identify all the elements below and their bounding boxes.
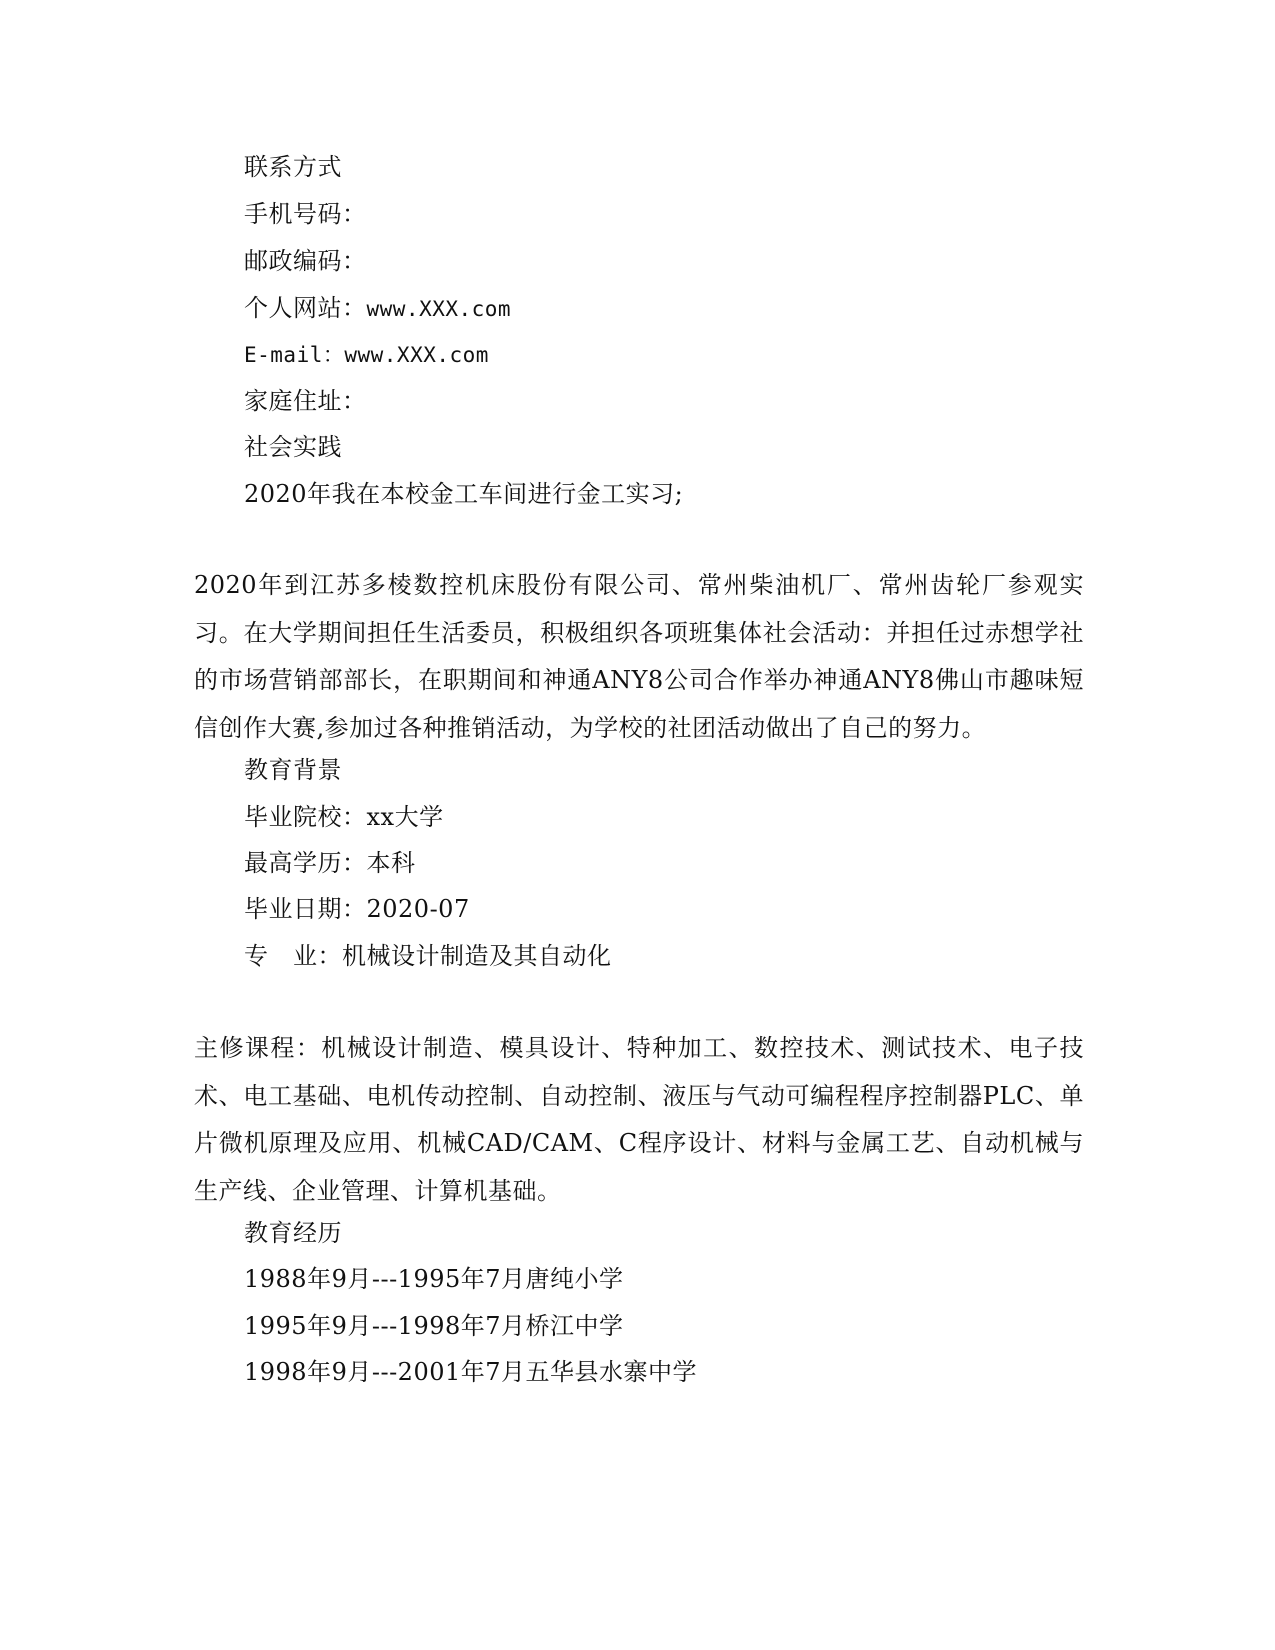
address-label: 家庭住址： xyxy=(244,387,367,415)
history-item: 1995年9月---1998年7月桥江中学 xyxy=(244,1312,624,1340)
history-item: 1988年9月---1995年7月唐纯小学 xyxy=(244,1265,624,1293)
school-field: 毕业院校：xx大学 xyxy=(244,803,444,831)
grad-date-field: 毕业日期：2020-07 xyxy=(244,895,470,923)
history-heading: 教育经历 xyxy=(244,1219,342,1247)
website-label: 个人网站： xyxy=(244,294,367,322)
major-field: 专 业：机械设计制造及其自动化 xyxy=(244,942,612,970)
email-field xyxy=(244,339,489,370)
phone-label: 手机号码： xyxy=(244,200,367,228)
practice-heading: 社会实践 xyxy=(244,433,342,461)
email-label: E-mail： xyxy=(244,343,345,367)
phone-field xyxy=(244,199,367,229)
postcode-label: 邮政编码： xyxy=(244,247,367,275)
email-value: www.XXX.com xyxy=(344,343,489,367)
practice-line: 2020年我在本校金工车间进行金工实习; xyxy=(244,480,684,508)
address-field xyxy=(244,386,367,416)
history-item: 1998年9月---2001年7月五华县水寨中学 xyxy=(244,1358,698,1386)
postcode-field xyxy=(244,246,367,276)
practice-paragraph: 2020年到江苏多棱数控机床股份有限公司、常州柴油机厂、常州齿轮厂参观实习。在大学期间担任生活委员，积极组织各项班集体社会活动：并担任过赤想学社的市场营销部部长，在职期间和神通ANY8公司合作举办神通ANY8佛山市趣味短信创作大赛,参加过各种推销活动，为学校的社团活动做出了自己的努力。 xyxy=(194,571,1084,742)
website-field xyxy=(244,293,511,324)
contact-heading: 联系方式 xyxy=(244,153,342,181)
courses-paragraph: 主修课程：机械设计制造、模具设计、特种加工、数控技术、测试技术、电子技术、电工基础、电机传动控制、自动控制、液压与气动可编程程序控制器PLC、单片微机原理及应用、机械CAD/CAM、C程序设计、材料与金属工艺、自动机械与生产线、企业管理、计算机基础。 xyxy=(194,1034,1084,1205)
degree-field: 最高学历：本科 xyxy=(244,849,416,877)
website-value: www.XXX.com xyxy=(366,297,512,321)
education-heading: 教育背景 xyxy=(244,756,342,784)
